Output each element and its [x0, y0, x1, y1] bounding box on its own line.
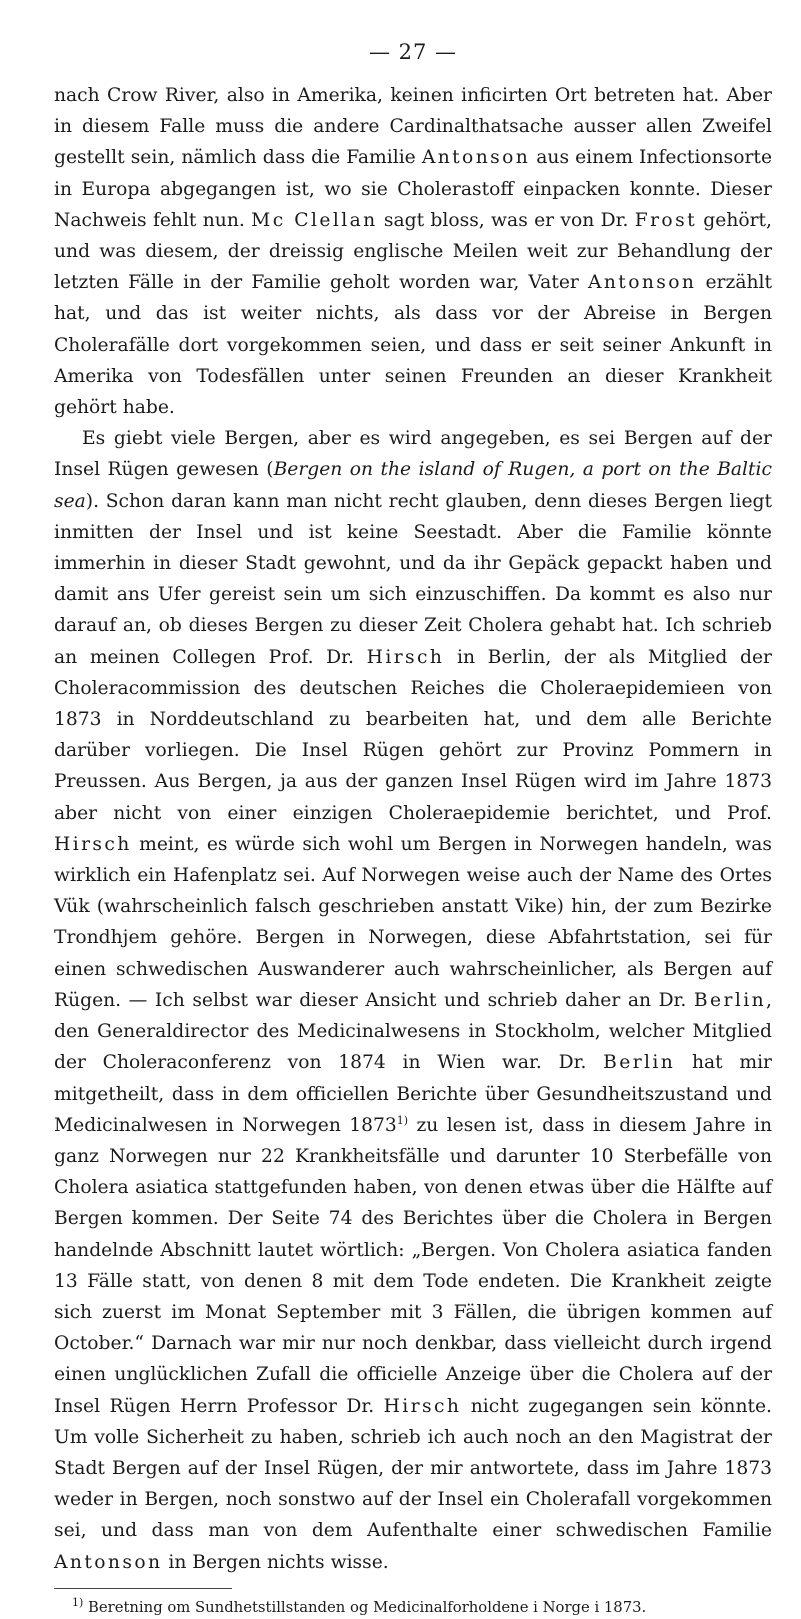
spaced-name: Hirsch	[54, 833, 132, 855]
body-text	[54, 80, 772, 1578]
text-run: aus einem Infectionsorte in Europa abgegangen ist, wo sie Cholerastoff einpacken konnte. Dieser Nachweis fehlt nun.	[54, 147, 772, 231]
text-run: nicht zugegangen sein könnte. Um volle Sicherheit zu haben, schrieb ich auch noch an den Magistrat der Stadt Bergen auf der Insel Rügen, der mir antwortete, dass im Jahre 1873 weder in Bergen, noch sonstwo auf der Insel ein Cholerafall vorgekommen sei, und dass man von dem Aufenthalte einer schwedischen Familie	[54, 1395, 772, 1542]
spaced-name: Berlin	[603, 1052, 676, 1074]
text-run: sagt bloss, was er von Dr.	[377, 209, 635, 231]
spaced-name: Mc Clellan	[251, 209, 378, 231]
text-run: zu lesen ist, dass in diesem Jahre in ganz Norwegen nur 22 Krankheitsfälle und darunter 10 Sterbefälle von Cholera asiatica stattgefunden haben, von denen etwas über die Hälfte auf Bergen kommen. Der Seite 74 des Berichtes über die Cholera in Bergen handelnde Abschnitt lautet wörtlich: „Bergen. Von Cholera asiatica fanden 13 Fälle statt, von denen 8 mit dem Tode endeten. Die Krankheit zeigte sich zuerst im Monat September mit 3 Fällen, die übrigen kommen auf October.“ Darnach war mir nur noch denkbar, dass vielleicht durch irgend einen unglücklichen Zufall die officielle Anzeige über die Cholera auf der Insel Rügen Herrn Professor Dr.	[54, 1114, 772, 1417]
paragraph	[54, 423, 772, 1578]
footnote	[54, 1597, 772, 1619]
footnote-text: Beretning om Sundhetstillstanden og Medicinalforholdene i Norge i 1873.	[83, 1598, 647, 1616]
text-run: Es giebt viele Bergen, aber es wird angegeben, es sei Bergen auf der Insel Rügen gewesen (	[54, 428, 772, 481]
text-run: , den Generaldirector des Medicinalwesens in Stockholm, welcher Mitglied der Choleraconferenz von 1874 in Wien war. Dr.	[54, 989, 772, 1074]
spaced-name: Hirsch	[366, 646, 445, 668]
spaced-name: Antonson	[54, 1551, 163, 1573]
footnote-divider	[54, 1588, 232, 1589]
page-number: — 27 —	[368, 40, 458, 64]
text-run: meint, es würde sich wohl um Bergen in Norwegen handeln, was wirklich ein Hafenplatz sei. Auf Norwegen weise auch der Name des Ortes Vük (wahrscheinlich falsch geschrieben anstatt Vike) hin, der zum Bezirke Trondhjem gehöre. Bergen in Norwegen, diese Abfahrtstation, sei für einen schwedischen Auswanderer auch wahrscheinlicher, als Bergen auf Rügen. — Ich selbst war dieser Ansicht und schrieb daher an Dr.	[54, 833, 772, 1011]
footnote-marker: 1)	[72, 1595, 84, 1609]
spaced-name: Berlin	[693, 989, 767, 1011]
italic-text: Bergen on the island of Rugen, a port on the Baltic sea	[54, 459, 772, 512]
text-run: erzählt hat, und das ist weiter nichts, als dass vor der Abreise in Bergen Cholerafälle dort vorgekommen seien, und dass er seit seiner Ankunft in Amerika von Todesfällen unter seinen Freunden an dieser Krankheit gehört habe.	[54, 272, 772, 419]
text-run: in Bergen nichts wisse.	[162, 1551, 389, 1573]
text-run: ). Schon daran kann man nicht recht glauben, denn dieses Bergen liegt inmitten der Insel und ist keine Seestadt. Aber die Familie könnte immerhin in dieser Stadt gewohnt, und da ihr Gepäck gepackt haben und damit ans Ufer gereist sein um sich einzuschiffen. Da kommt es also nur darauf an, ob dieses Bergen zu dieser Zeit Cholera gehabt hat. Ich schrieb an meinen Collegen Prof. Dr.	[54, 490, 772, 668]
spaced-name: Antonson	[421, 147, 531, 169]
book-page	[54, 40, 772, 1619]
text-run: hat mir mitgetheilt, dass in dem officiellen Berichte über Gesundheitszustand und Medicinalwesen in Norwegen 1873	[54, 1052, 772, 1136]
text-run: nach Crow River, also in Amerika, keinen inficirten Ort betreten hat. Aber in diesem Falle muss die andere Cardinalthatsache ausser allen Zweifel gestellt sein, nämlich dass die Familie	[54, 85, 772, 169]
spaced-name: Antonson	[587, 272, 697, 294]
footnote-reference: 1)	[396, 1113, 409, 1127]
text-run: in Berlin, der als Mitglied der Choleracommission des deutschen Reiches die Choleraepidemieen von 1873 in Norddeutschland zu bearbeiten hat, und dem alle Berichte darüber vorliegen. Die Insel Rügen gehört zur Provinz Pommern in Preussen. Aus Bergen, ja aus der ganzen Insel Rügen wird im Jahre 1873 aber nicht von einer einzigen Choleraepidemie berichtet, und Prof.	[54, 646, 772, 824]
text-run: gehört, und was diesem, der dreissig englische Meilen weit zur Behandlung der letzten Fälle in der Familie geholt worden war, Vater	[54, 209, 773, 294]
spaced-name: Frost	[634, 209, 697, 231]
paragraph	[54, 80, 772, 423]
spaced-name: Hirsch	[383, 1395, 462, 1417]
